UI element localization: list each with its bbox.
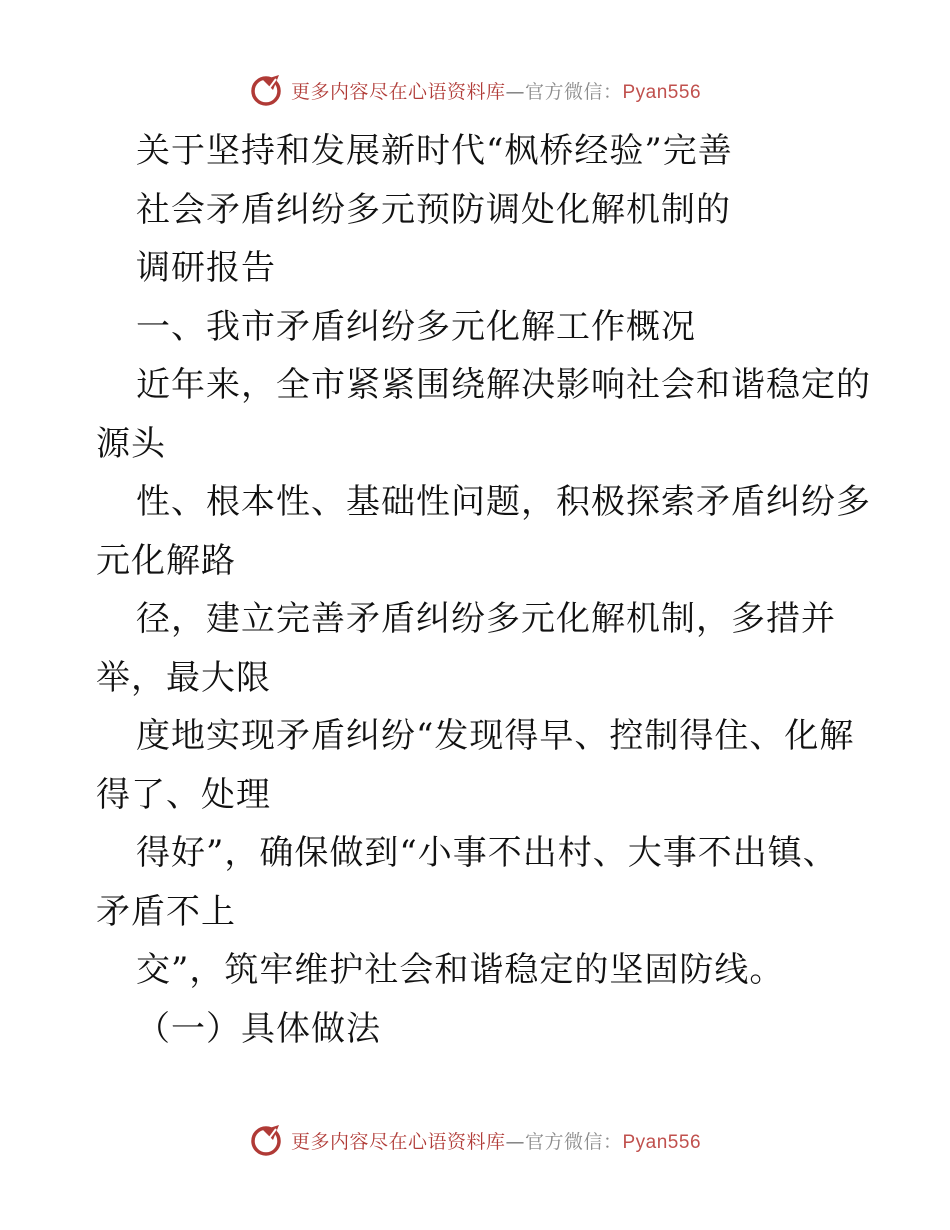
watermark-dash: — — [505, 1130, 525, 1153]
doc-line: 度地实现矛盾纠纷“发现得早、控制得住、化解 — [136, 716, 855, 756]
doc-line: 得好”，确保做到“小事不出村、大事不出镇、 — [136, 833, 838, 873]
doc-line: 近年来，全市紧紧围绕解决影响社会和谐稳定的 — [136, 365, 871, 405]
doc-line: （一）具体做法 — [136, 1008, 381, 1049]
doc-line: 矛盾不上 — [96, 891, 236, 932]
pen-logo-icon — [249, 1122, 285, 1158]
watermark-main: 更多内容尽在心语资料库 — [290, 80, 506, 103]
doc-line: 社会矛盾纠纷多元预防调处化解机制的 — [136, 189, 731, 230]
watermark-text — [291, 77, 701, 104]
doc-line: 交”，筑牢维护社会和谐稳定的坚固防线。 — [136, 950, 785, 990]
watermark-sub: 官方微信： — [524, 80, 623, 103]
footer-watermark — [0, 1120, 950, 1160]
doc-line: 调研报告 — [136, 248, 276, 288]
header-watermark — [0, 70, 950, 110]
doc-line: 关于坚持和发展新时代“枫桥经验”完善 — [136, 131, 733, 171]
doc-line: 性、根本性、基础性问题，积极探索矛盾纠纷多 — [136, 482, 871, 522]
watermark-text — [291, 1127, 701, 1154]
doc-line: 得了、处理 — [96, 774, 271, 815]
watermark-sub: 官方微信： — [524, 1130, 623, 1153]
watermark-main: 更多内容尽在心语资料库 — [290, 1130, 506, 1153]
doc-line: 元化解路 — [96, 540, 236, 581]
watermark-dash: — — [505, 80, 525, 103]
doc-line: 径，建立完善矛盾纠纷多元化解机制，多措并 — [136, 599, 836, 639]
pen-logo-icon — [249, 72, 285, 108]
watermark-id: Pyan556 — [622, 1131, 702, 1153]
doc-line: 一、我市矛盾纠纷多元化解工作概况 — [136, 306, 696, 347]
watermark-id: Pyan556 — [622, 81, 702, 103]
document-body — [96, 122, 871, 1058]
doc-line: 举，最大限 — [96, 657, 271, 698]
doc-line: 源头 — [96, 423, 166, 464]
